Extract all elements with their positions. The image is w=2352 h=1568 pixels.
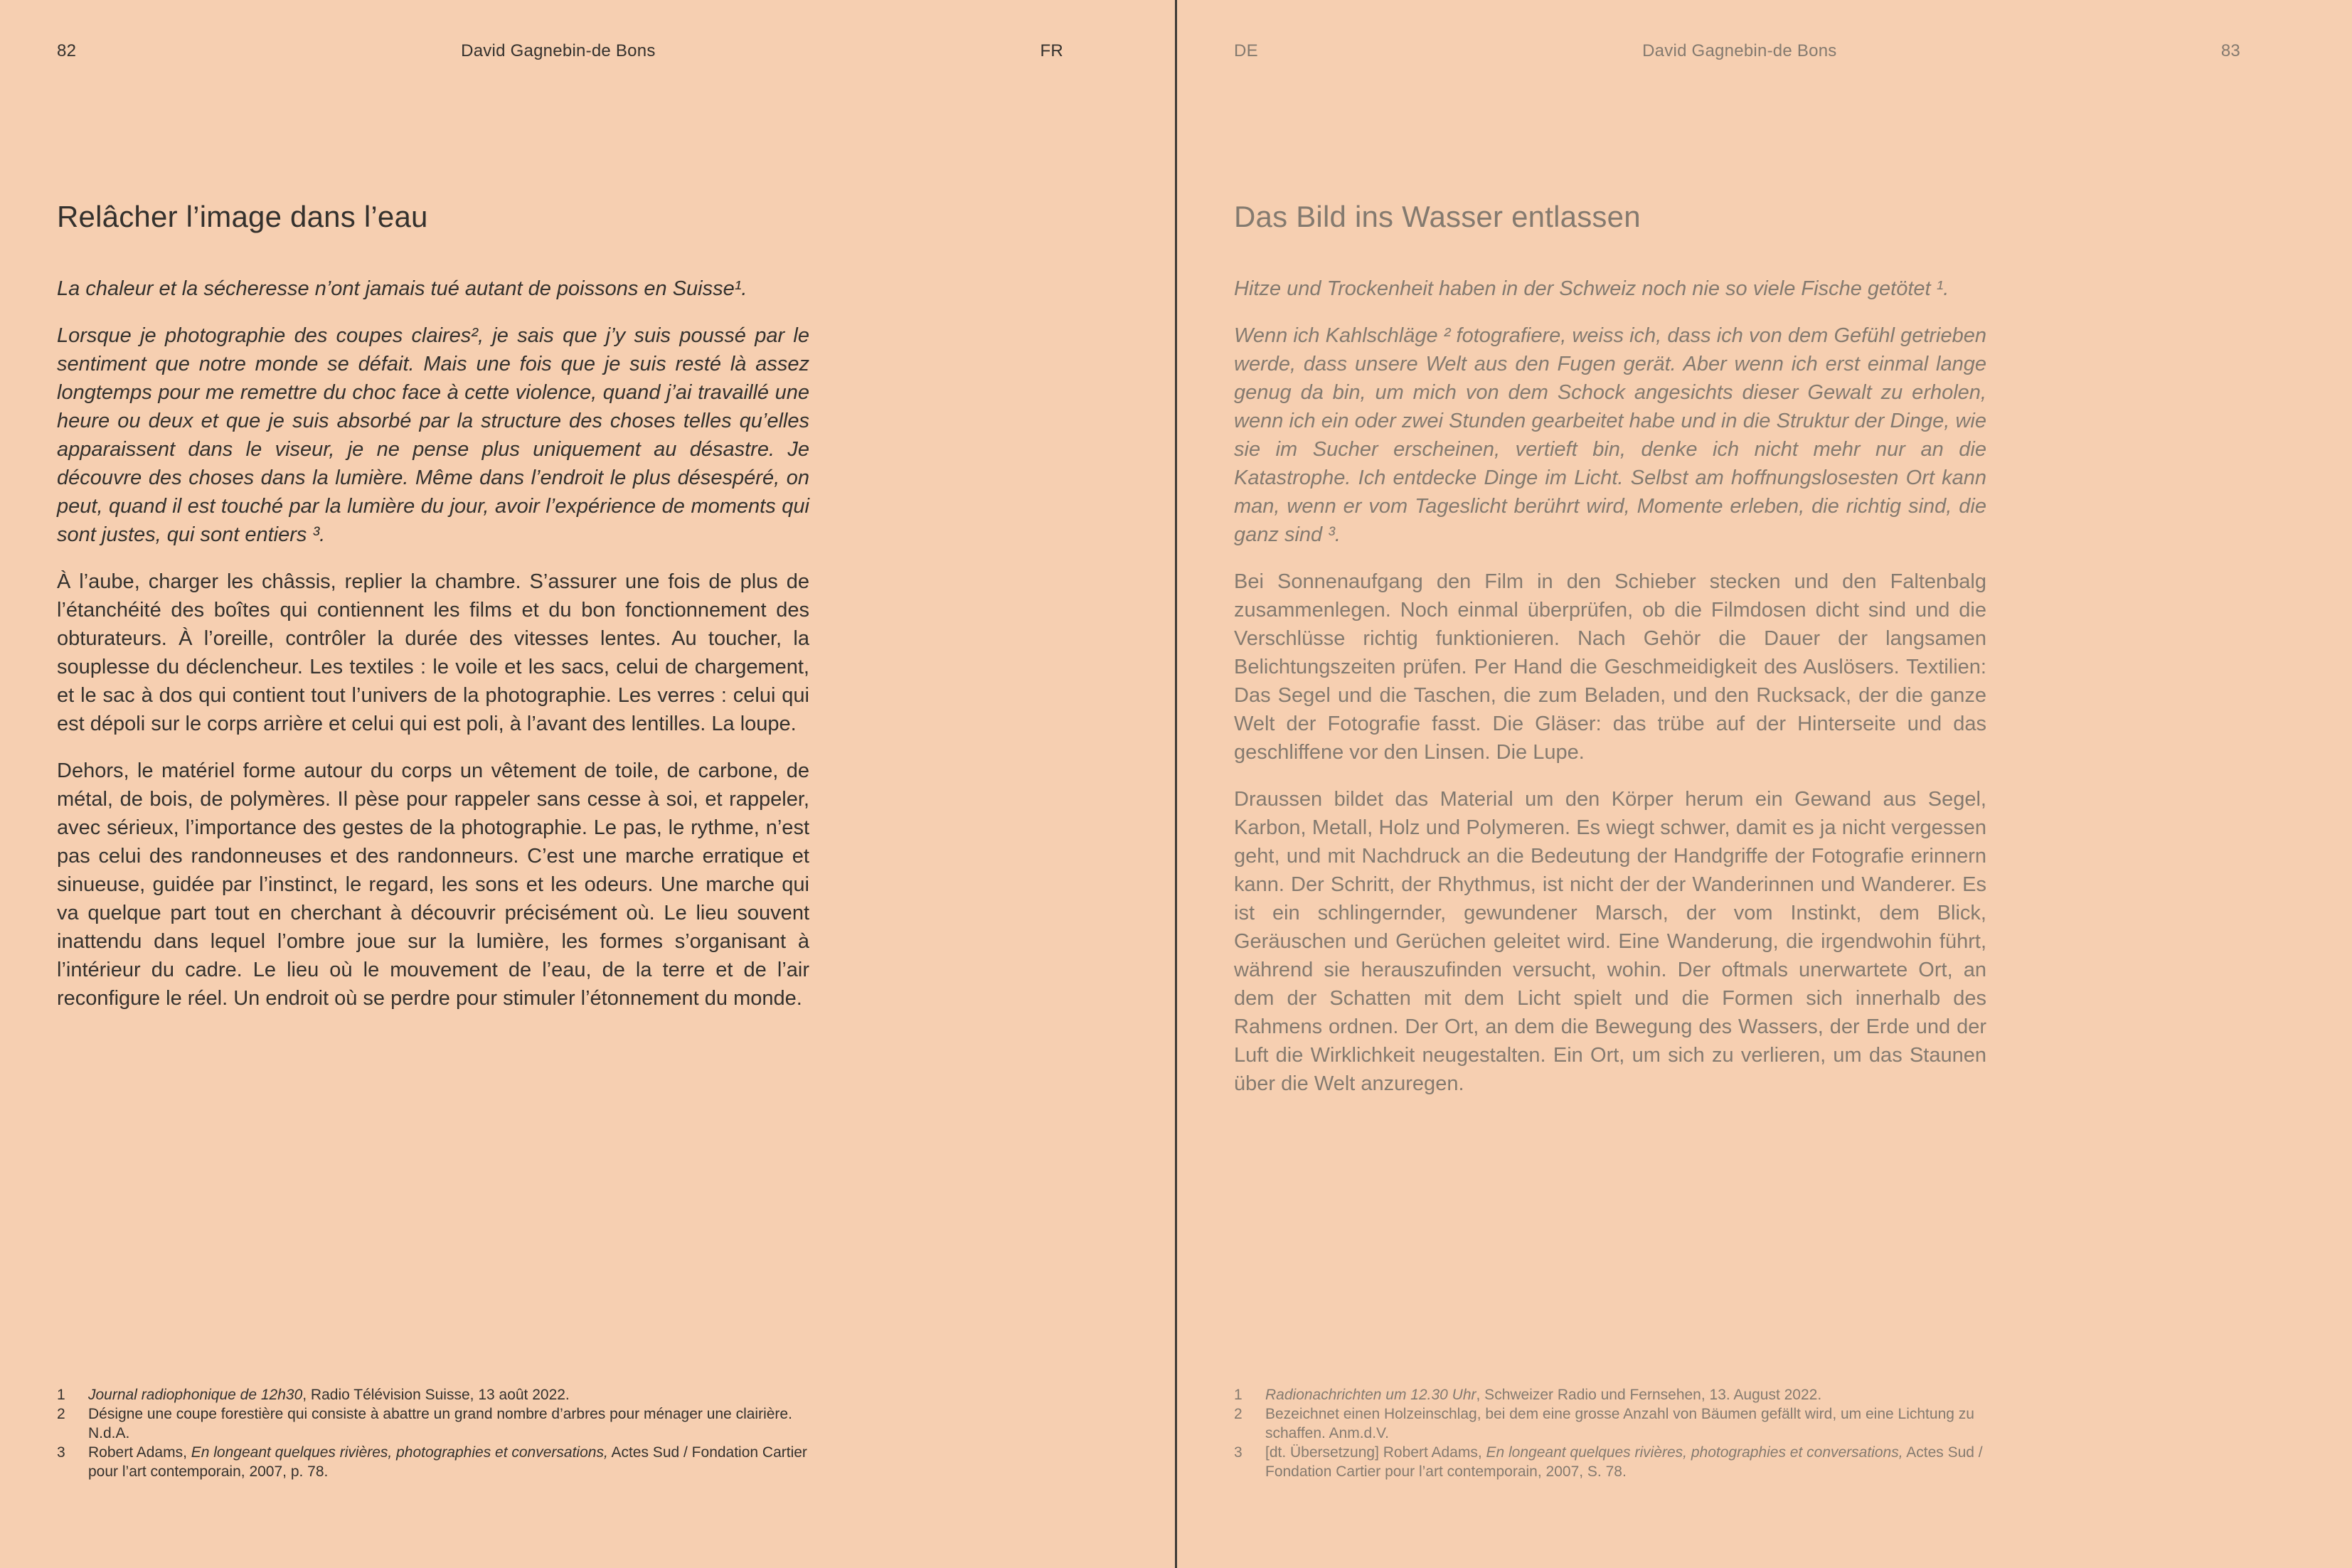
intro-paragraph-de: Hitze und Trockenheit haben in der Schweiz noch nie so viele Fische getötet ¹. (1234, 277, 1949, 300)
page-header-right (1234, 41, 2240, 61)
footnote-text-post: , Schweizer Radio und Fernsehen, 13. August 2022. (1476, 1387, 1822, 1403)
footnotes-right (1234, 1385, 1995, 1481)
footnote-text (88, 1443, 818, 1481)
footnote (1234, 1443, 1995, 1481)
language-label-de: DE (1234, 41, 1258, 60)
page-number-left: 82 (57, 41, 77, 60)
footnote-number: 2 (1234, 1406, 1242, 1422)
footnote-number: 1 (1234, 1387, 1242, 1403)
footnote-number: 1 (57, 1387, 65, 1403)
footnote-text-pre: Bezeichnet einen Holzeinschlag, bei dem eine grosse Anzahl von Bäumen gefällt wird, um eine Lichtung zu schaffen. Anm.d.V. (1265, 1406, 1974, 1441)
intro-paragraph-fr: La chaleur et la sécheresse n’ont jamais tué autant de poissons en Suisse¹. (57, 277, 747, 300)
page-title-de: Das Bild ins Wasser entlassen (1234, 200, 1641, 233)
body-paragraph-fr-2: Dehors, le matériel forme autour du corps un vêtement de toile, de carbone, de métal, de bois, de polymères. Il pèse pour rappeler sans cesse à soi, et rappeler, avec sérieux, l’importance des gestes de la photographie. Le pas, le rythme, n’est pas celui des randonneuses et des randonneurs. C’est une marche erratique et sinueuse, guidée par l’instinct, le regard, les sons et les odeurs. Une marche qui va quelque part tout en cherchant à découvrir précisément où. Le lieu souvent inattendu dans lequel l’ombre joue sur la lumière, les formes s’organisant à l’intérieur du cadre. Le lieu où le mouvement de l’eau, de la terre et de l’air reconfigure le réel. Un endroit où se perdre pour stimuler l’étonnement du monde. (57, 759, 809, 1010)
lead-paragraph-de: Wenn ich Kahlschläge ² fotografiere, weiss ich, dass ich von dem Gefühl getrieben werde, dass unsere Welt aus den Fugen gerät. Aber wenn ich erst einmal lange genug da bin, um mich von dem Schock angesichts dieser Gewalt zu erholen, wenn ich ein oder zwei Stunden gearbeitet habe und in die Struktur der Dinge, wie sie im Sucher erscheinen, vertieft bin, denke ich nicht mehr nur an die Katastrophe. Ich entdecke Dinge im Licht. Selbst am hoffnungslosesten Ort kann man, wenn er vom Tageslicht berührt wird, Momente erleben, die richtig sind, die ganz sind ³. (1234, 324, 1986, 546)
footnote-text-italic: En longeant quelques rivières, photographies et conversations, (191, 1444, 608, 1461)
page-title-fr: Relâcher l’image dans l’eau (57, 200, 428, 233)
footnotes-left (57, 1385, 818, 1481)
content-left (57, 201, 809, 1031)
body-paragraph-de-1: Bei Sonnenaufgang den Film in den Schieber stecken und den Faltenbalg zusammenlegen. Noch einmal überprüfen, ob die Filmdosen dicht sind und die Verschlüsse richtig funktionieren. Nach Gehör die Dauer der langsamen Belichtungszeiten prüfen. Per Hand die Geschmeidigkeit des Auslösers. Textilien: Das Segel und die Taschen, die zum Beladen, und den Rucksack, der die ganze Welt der Fotografie fasst. Die Gläser: das trübe auf der Hinterseite und das geschliffene vor den Linsen. Die Lupe. (1234, 570, 1986, 764)
footnote-number: 3 (1234, 1444, 1242, 1461)
footnote-text-post: Actes Sud / Fondation Cartier pour l’art contemporain, 2007, p. 78. (88, 1444, 807, 1480)
body-paragraph-fr-1: À l’aube, charger les châssis, replier la chambre. S’assurer une fois de plus de l’étanchéité des boîtes qui contiennent les films et du bon fonctionnement des obturateurs. À l’oreille, contrôler la durée des vitesses lentes. Au toucher, la souplesse du déclencheur. Les textiles : le voile et les sacs, celui de chargement, et le sac à dos qui contient tout l’univers de la photographie. Les verres : celui qui est dépoli sur le corps arrière et celui qui est poli, à l’avant des lentilles. La loupe. (57, 570, 809, 735)
page-right (1177, 0, 2352, 1568)
lead-paragraph-fr: Lorsque je photographie des coupes claires², je sais que j’y suis poussé par le sentiment que notre monde se défait. Mais une fois que je suis resté là assez longtemps pour me remettre du choc face à cette violence, quand j’ai travaillé une heure ou deux et que je suis absorbé par la structure des choses telles qu’elles apparaissent dans le viseur, je ne pense plus uniquement au désastre. Je découvre des choses dans la lumière. Même dans l’endroit le plus désespéré, on peut, quand il est touché par la lumière du jour, avoir l’expérience de moments qui sont justes, qui sont entiers ³. (57, 324, 809, 546)
footnote-text-pre: [dt. Übersetzung] Robert Adams, (1265, 1444, 1486, 1461)
footnote-text-pre: Désigne une coupe forestière qui consiste à abattre un grand nombre d’arbres pour ménager une clairière. N.d.A. (88, 1406, 792, 1441)
footnote-text-italic: Radionachrichten um 12.30 Uhr (1265, 1387, 1476, 1403)
content-right (1234, 201, 1986, 1116)
footnote-text-post: Actes Sud / Fondation Cartier pour l’art contemporain, 2007, S. 78. (1265, 1444, 1983, 1480)
page-left (0, 0, 1175, 1568)
author-name: David Gagnebin-de Bons (1642, 41, 1837, 60)
footnote-text (88, 1404, 818, 1443)
footnote-text-pre: Robert Adams, (88, 1444, 191, 1461)
footnote-text (1265, 1385, 1995, 1404)
footnote (1234, 1385, 1995, 1404)
footnote-text (1265, 1443, 1995, 1481)
footnote-text-post: , Radio Télévision Suisse, 13 août 2022. (302, 1387, 570, 1403)
footnote (57, 1443, 818, 1481)
page-number-right: 83 (2220, 41, 2240, 60)
page-header-left (57, 41, 1063, 61)
footnote (57, 1404, 818, 1443)
footnote-text (1265, 1404, 1995, 1443)
footnote-text-italic: En longeant quelques rivières, photographies et conversations, (1486, 1444, 1903, 1461)
body-paragraph-de-2: Draussen bildet das Material um den Körper herum ein Gewand aus Segel, Karbon, Metall, Holz und Polymeren. Es wiegt schwer, damit es ja nicht vergessen geht, und mit Nachdruck an die Bedeutung der Handgriffe der Fotografie erinnern kann. Der Schritt, der Rhythmus, ist nicht der der Wanderinnen und Wanderer. Es ist ein schlingernder, gewundener Marsch, der vom Instinkt, dem Blick, Geräuschen und Gerüchen geleitet wird. Eine Wanderung, die irgendwohin führt, während sie herauszufinden versucht, wohin. Der oftmals unerwartete Ort, an dem der Schatten mit dem Licht spielt und die Formen sich innerhalb des Rahmens ordnen. Der Ort, an dem die Bewegung des Wassers, der Erde und der Luft die Wirklichkeit neugestalten. Ein Ort, um sich zu verlieren, um das Staunen über die Welt anzuregen. (1234, 788, 1986, 1095)
footnote-number: 3 (57, 1444, 65, 1461)
author-name: David Gagnebin-de Bons (461, 41, 656, 60)
language-label-fr: FR (1040, 41, 1063, 60)
footnote (57, 1385, 818, 1404)
footnote (1234, 1404, 1995, 1443)
footnote-text-italic: Journal radiophonique de 12h30 (88, 1387, 303, 1403)
footnote-number: 2 (57, 1406, 65, 1422)
footnote-text (88, 1385, 818, 1404)
